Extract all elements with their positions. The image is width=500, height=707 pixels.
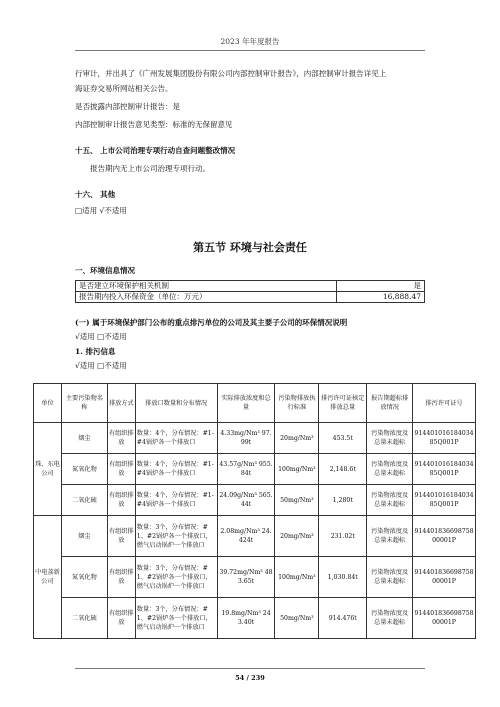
chapter-title: 第五节 环境与社会责任 — [193, 241, 307, 254]
footer-divider — [75, 668, 425, 669]
table-row — [76, 292, 425, 303]
investment-value: 16,888.47 — [337, 292, 425, 303]
method-cell: 有组织排放 — [107, 557, 135, 598]
audit-text-line1: 行审计，并出具了《广州发展集团股份有限公司内部控制审计报告》，内部控制审计报告详见上 — [75, 69, 387, 78]
unit-cell: 珠、东电公司 — [34, 423, 62, 516]
outlets-cell: 数量：4个，分布情况：#1-#4锅炉各一个排放口 — [135, 454, 217, 485]
key-units-options: √适用 □不适用 — [75, 332, 127, 341]
actual-cell: 4.33mg/Nm³ 97.99t — [217, 423, 275, 454]
outlets-cell: 数量：3个，分布情况：#1、#2锅炉各一个排放口，燃气启动锅炉一个排放口 — [135, 516, 217, 557]
pollutant-cell: 烟尘 — [61, 516, 107, 557]
emission-table — [33, 383, 476, 639]
col-method: 排放方式 — [107, 384, 135, 423]
actual-cell: 24.09g/Nm³ 565.44t — [217, 485, 275, 516]
section16-options: □适用 √不适用 — [75, 206, 127, 215]
col-permit-total: 排污许可证核定排放总量 — [319, 384, 367, 423]
exceed-cell: 污染物浓度及总量未超标 — [367, 516, 413, 557]
col-permit-no: 排污许可证号 — [413, 384, 476, 423]
pollutant-cell: 烟尘 — [61, 423, 107, 454]
permit-total-cell: 914.476t — [319, 598, 367, 639]
key-units-heading: (一) 属于环境保护部门公布的重点排污单位的公司及其主要子公司的环保情况说明 — [75, 318, 348, 327]
method-cell: 有组织排放 — [107, 598, 135, 639]
header-divider — [75, 50, 425, 51]
standard-cell: 20mg/Nm³ — [275, 516, 319, 557]
permit-total-cell: 231.02t — [319, 516, 367, 557]
page-number: 54 / 239 — [235, 674, 265, 682]
table-row — [34, 485, 476, 516]
standard-cell: 20mg/Nm³ — [275, 423, 319, 454]
pollutant-cell: 氮氧化物 — [61, 557, 107, 598]
table-row — [34, 516, 476, 557]
actual-cell: 39.72mg/Nm³ 483.65t — [217, 557, 275, 598]
audit-text-line2: 海证券交易所网站相关公告。 — [75, 84, 173, 93]
permit-total-cell: 1,280t — [319, 485, 367, 516]
method-cell: 有组织排放 — [107, 485, 135, 516]
investment-label: 报告期内投入环保资金（单位：万元） — [76, 292, 337, 303]
audit-disclosed: 是否披露内部控制审计报告：是 — [75, 102, 180, 111]
audit-opinion: 内部控制审计报告意见类型：标准的无保留意见 — [75, 120, 233, 129]
unit-cell: 中电荔新公司 — [34, 516, 62, 639]
page-header: 2023 年年度报告 — [220, 37, 280, 46]
col-unit: 单位 — [34, 384, 62, 423]
section16-heading: 十六、 其他 — [75, 190, 116, 199]
table-row — [76, 281, 425, 292]
env-info-heading: 一、环境信息情况 — [75, 266, 135, 275]
permit-no-cell: 91440101618403485Q001P — [413, 485, 476, 516]
permit-no-cell: 91440101618403485Q001P — [413, 423, 476, 454]
standard-cell: 100mg/Nm³ — [275, 557, 319, 598]
col-outlets: 排放口数量和分布情况 — [135, 384, 217, 423]
permit-no-cell: 91440183669875800001P — [413, 516, 476, 557]
pollutant-cell: 二氧化硫 — [61, 598, 107, 639]
section15-text: 报告期内无上市公司治理专项行动。 — [90, 164, 210, 173]
table-row — [34, 598, 476, 639]
col-standard: 污染物排放执行标准 — [275, 384, 319, 423]
mechanism-value: 是 — [337, 281, 425, 292]
standard-cell: 50mg/Nm³ — [275, 485, 319, 516]
outlets-cell: 数量：3个，分布情况：#1、#2锅炉各一个排放口，燃气启动锅炉一个排放口 — [135, 557, 217, 598]
actual-cell: 43.57g/Nm³ 955.84t — [217, 454, 275, 485]
exceed-cell: 污染物浓度及总量未超标 — [367, 423, 413, 454]
permit-no-cell: 91440101618403485Q001P — [413, 454, 476, 485]
mechanism-label: 是否建立环境保护相关机制 — [76, 281, 337, 292]
emission-options: √适用 □不适用 — [75, 361, 127, 370]
outlets-cell: 数量：4个，分布情况：#1-#4锅炉各一个排放口 — [135, 423, 217, 454]
section15-heading: 十五、 上市公司治理专项行动自查问题整改情况 — [75, 146, 236, 155]
outlets-cell: 数量：4个，分布情况：#1-#4锅炉各一个排放口 — [135, 485, 217, 516]
table-row — [34, 423, 476, 454]
exceed-cell: 污染物浓度及总量未超标 — [367, 557, 413, 598]
table-row — [34, 557, 476, 598]
table-row — [34, 454, 476, 485]
env-info-table — [75, 280, 425, 303]
pollutant-cell: 氮氧化物 — [61, 454, 107, 485]
method-cell: 有组织排放 — [107, 423, 135, 454]
permit-total-cell: 2,148.6t — [319, 454, 367, 485]
col-actual: 实际排放浓度和总量 — [217, 384, 275, 423]
exceed-cell: 污染物浓度及总量未超标 — [367, 454, 413, 485]
method-cell: 有组织排放 — [107, 516, 135, 557]
pollutant-cell: 二氧化硫 — [61, 485, 107, 516]
table-header-row — [34, 384, 476, 423]
standard-cell: 50mg/Nm³ — [275, 598, 319, 639]
exceed-cell: 污染物浓度及总量未超标 — [367, 485, 413, 516]
standard-cell: 100mg/Nm³ — [275, 454, 319, 485]
outlets-cell: 数量：3个，分布情况：#1、#2锅炉各一个排放口，燃气启动锅炉一个排放口 — [135, 598, 217, 639]
exceed-cell: 污染物浓度及总量未超标 — [367, 598, 413, 639]
col-pollutant: 主要污染物名称 — [61, 384, 107, 423]
permit-no-cell: 91440183669875800001P — [413, 598, 476, 639]
permit-total-cell: 1,030.84t — [319, 557, 367, 598]
actual-cell: 2.08mg/Nm³ 24.424t — [217, 516, 275, 557]
permit-no-cell: 91440183669875800001P — [413, 557, 476, 598]
method-cell: 有组织排放 — [107, 454, 135, 485]
emission-heading: 1. 排污信息 — [75, 347, 116, 356]
permit-total-cell: 453.5t — [319, 423, 367, 454]
col-exceed: 报告期超标排放情况 — [367, 384, 413, 423]
actual-cell: 19.8mg/Nm³ 243.40t — [217, 598, 275, 639]
